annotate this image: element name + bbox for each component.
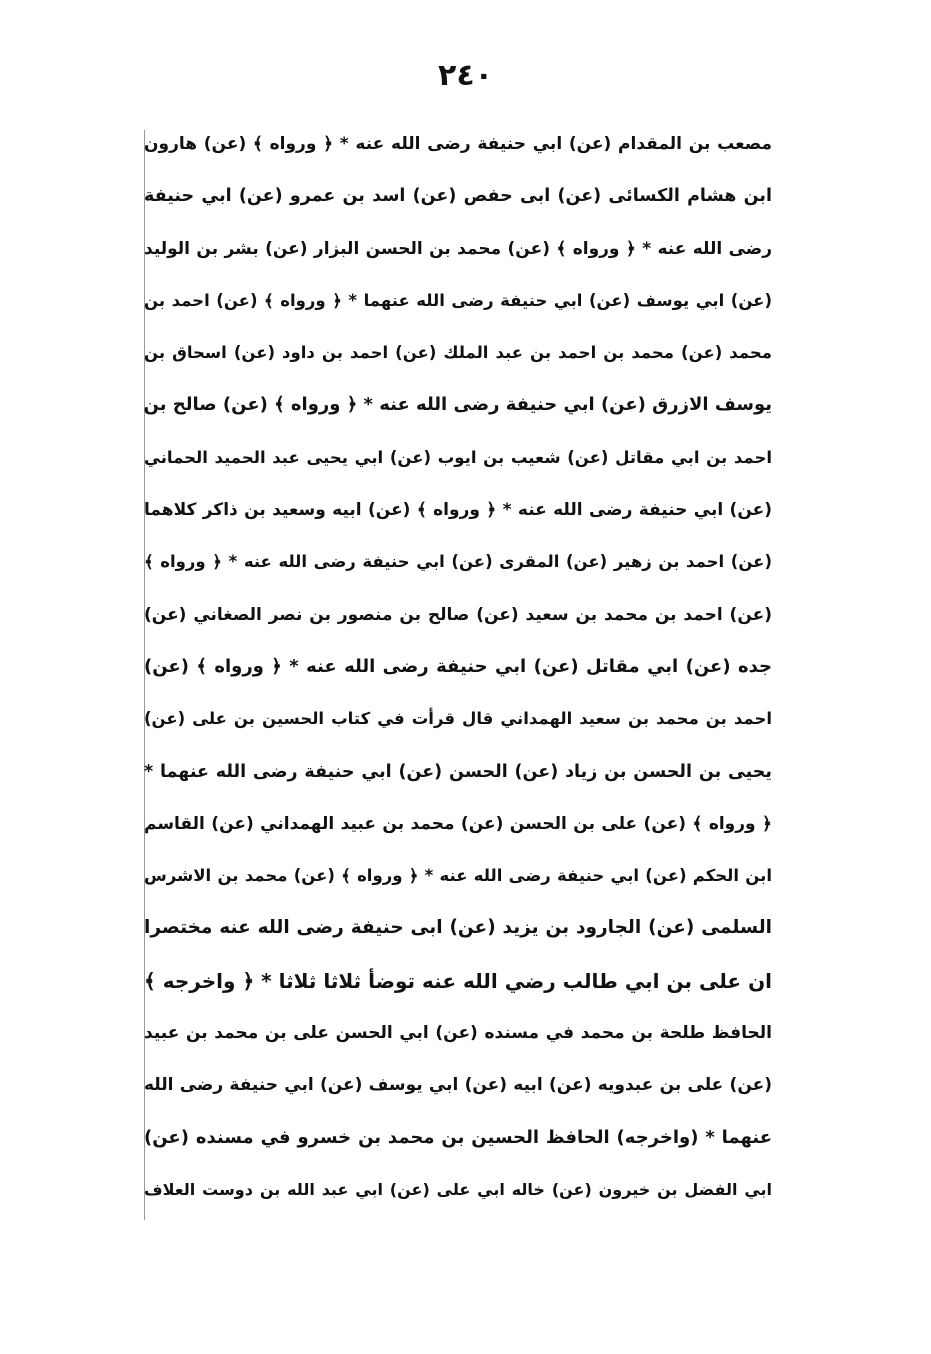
text-line: يوسف الازرق (عن) ابي حنيفة رضى الله عنه * ﴿ ورواه ﴾ (عن) صالح بن: [144, 394, 772, 416]
text-line: رضى الله عنه * ﴿ ورواه ﴾ (عن) محمد بن الحسن البزار (عن) بشر بن الوليد: [144, 238, 772, 259]
text-line: ابن الحكم (عن) ابي حنيفة رضى الله عنه * ﴿ ورواه ﴾ (عن) محمد بن الاشرس: [144, 866, 772, 886]
text-line: يحيى بن الحسن بن زياد (عن) الحسن (عن) ابي حنيفة رضى الله عنهما *: [144, 761, 772, 782]
text-line: (عن) على بن عبدويه (عن) ابيه (عن) ابي يوسف (عن) ابي حنيفة رضى الله: [144, 1075, 772, 1096]
page-number: ٢٤٠: [438, 58, 493, 93]
text-line: ابن هشام الكسائى (عن) ابى حفص (عن) اسد بن عمرو (عن) ابي حنيفة: [144, 186, 772, 207]
text-line: عنهما * (واخرجه) الحافظ الحسين بن محمد بن خسرو في مسنده (عن): [144, 1126, 772, 1148]
text-line: ابي الفضل بن خيرون (عن) خاله ابي على (عن) ابي عبد الله بن دوست العلاف: [144, 1179, 772, 1199]
text-line: (عن) ابي يوسف (عن) ابي حنيفة رضى الله عنهما * ﴿ ورواه ﴾ (عن) احمد بن: [144, 290, 772, 310]
text-line: الحافظ طلحة بن محمد في مسنده (عن) ابي الحسن على بن محمد بن عبيد: [144, 1023, 772, 1044]
text-line: مصعب بن المقدام (عن) ابي حنيفة رضى الله عنه * ﴿ ورواه ﴾ (عن) هارون: [144, 134, 772, 154]
text-line: (عن) ابي حنيفة رضى الله عنه * ﴿ ورواه ﴾ (عن) ابيه وسعيد بن ذاكر كلاهما: [144, 500, 772, 521]
text-line: محمد (عن) محمد بن احمد بن عبد الملك (عن) احمد بن داود (عن) اسحاق بن: [144, 343, 772, 363]
text-line: (عن) احمد بن زهير (عن) المقرى (عن) ابي حنيفة رضى الله عنه * ﴿ ورواه ﴾: [144, 552, 772, 572]
text-line: السلمى (عن) الجارود بن يزيد (عن) ابى حنيفة رضى الله عنه مختصرا: [144, 917, 772, 939]
text-line: ﴿ ورواه ﴾ (عن) على بن الحسن (عن) محمد بن عبيد الهمداني (عن) القاسم: [144, 813, 772, 834]
text-line: (عن) احمد بن محمد بن سعيد (عن) صالح بن منصور بن نصر الصغاني (عن): [144, 604, 772, 625]
text-line: احمد بن محمد بن سعيد الهمداني قال قرأت في كتاب الحسين بن على (عن): [144, 709, 772, 729]
text-line: احمد بن ابي مقاتل (عن) شعيب بن ايوب (عن) ابي يحيى عبد الحميد الحماني: [144, 447, 772, 467]
text-line: ان على بن ابي طالب رضي الله عنه توضأ ثلاثا ثلاثا * ﴿ واخرجه ﴾: [144, 968, 772, 993]
body-text: [144, 118, 772, 1216]
text-line: جده (عن) ابي مقاتل (عن) ابي حنيفة رضى الله عنه * ﴿ ورواه ﴾ (عن): [144, 655, 772, 677]
